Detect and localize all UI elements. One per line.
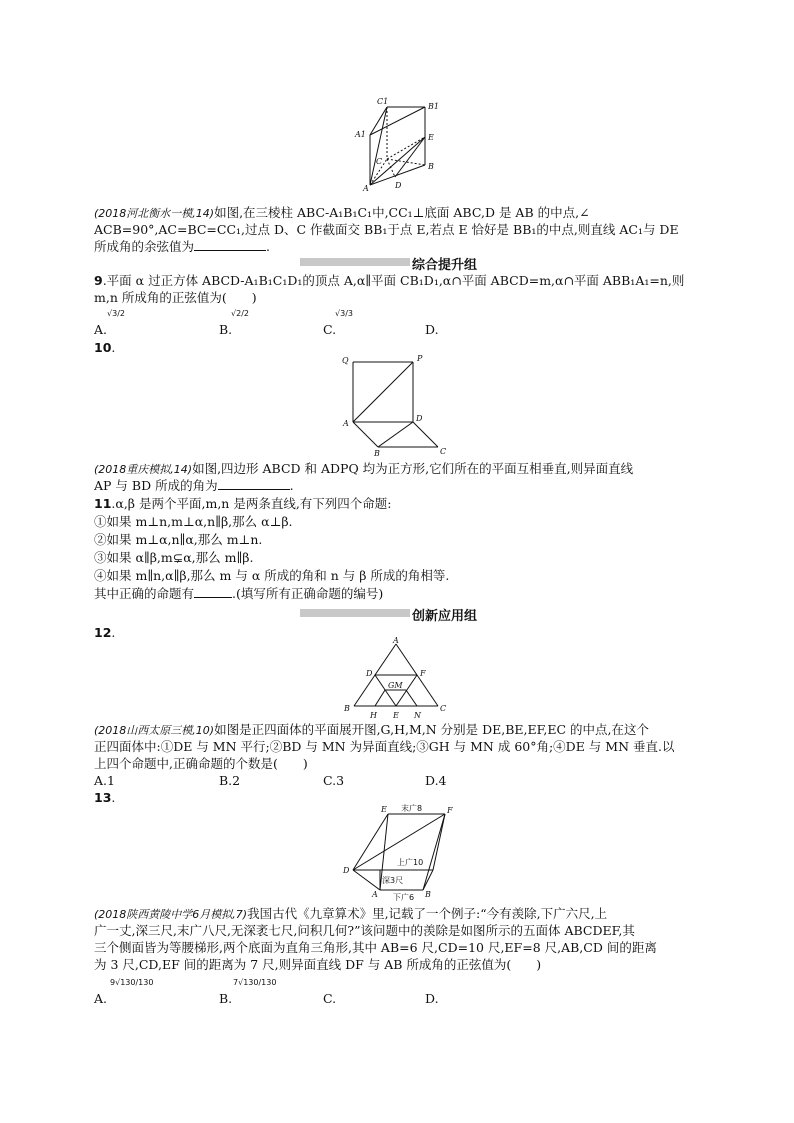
- q8-text3: 所成角的余弦值为: [94, 239, 195, 254]
- label-d-net: D: [366, 669, 373, 678]
- label-c: C: [376, 157, 383, 166]
- q8-line1: [94, 205, 590, 222]
- q11-tail: [94, 586, 383, 602]
- label-b-net: B: [344, 704, 350, 713]
- label-top-width: 末广8: [401, 804, 423, 813]
- q8-text1: 如图,在三棱柱 ABC-A₁B₁C₁中,CC₁⊥底面 ABC,D 是 AB 的中点,∠: [214, 205, 590, 220]
- q10-line2: [94, 478, 294, 494]
- q12-option-c[interactable]: C.3: [323, 773, 345, 788]
- label-upper-width: 上广10: [397, 858, 424, 867]
- label-c1: C1: [377, 97, 389, 106]
- q11-tail-end: .(填写所有正确命题的编号): [232, 586, 384, 601]
- q10-number: 10: [94, 340, 112, 355]
- q11-line1: [94, 496, 392, 512]
- q13-frac-a: 9√130/130: [110, 978, 154, 987]
- q13-number: 13: [94, 790, 112, 805]
- section-heading-2: [300, 605, 496, 622]
- q9-text1: .平面 α 过正方体 ABCD-A₁B₁C₁D₁的顶点 A,α∥平面 CB₁D₁,α∩平面 ABCD=m,α∩平面 ABB₁A₁=n,则: [102, 273, 685, 288]
- label-gm-net: GM: [388, 681, 403, 690]
- section-title-2: 创新应用组: [412, 609, 478, 624]
- q12-source: (2018山西太原三模,10): [94, 724, 215, 737]
- q10-number-line: [94, 340, 115, 356]
- q10-answer-blank[interactable]: [218, 479, 290, 490]
- q13-line3: 三个侧面皆为等腰梯形,两个底面为直角三角形,其中 AB=6 尺,CD=10 尺,EF=8 尺,AB,CD 间的距离: [94, 940, 657, 955]
- q11-tail-text: 其中正确的命题有: [94, 586, 195, 601]
- label-a-net: A: [393, 636, 399, 645]
- q9-option-d[interactable]: D.: [425, 322, 439, 337]
- label-f-net: F: [420, 669, 426, 678]
- q12-line1: [94, 722, 649, 739]
- q9-option-b[interactable]: B.: [219, 322, 233, 337]
- label-d-fig: D: [343, 866, 350, 875]
- q13-option-b[interactable]: B.: [219, 991, 233, 1006]
- q10-source: (2018重庆模拟,14): [94, 463, 193, 476]
- q13-line2: 广一丈,深三尺,末广八尺,无深袤七尺,问积几何?”该问题中的羡除是如图所示的五面体 ABCDEF,其: [94, 923, 635, 938]
- label-b1: B1: [428, 102, 439, 111]
- q12-line2: 正四面体中:①DE 与 MN 平行;②BD 与 MN 为异面直线;③GH 与 MN 成 60°角;④DE 与 MN 垂直.以: [94, 739, 675, 754]
- q11-answer-blank[interactable]: [194, 587, 232, 598]
- label-c-net: C: [440, 704, 447, 713]
- q10-text2: AP 与 BD 所成的角为: [94, 478, 218, 493]
- label-d: D: [395, 181, 402, 190]
- label-h-net: H: [370, 711, 377, 720]
- q9-number: 9: [94, 273, 103, 288]
- q13-source: (2018陕西黄陵中学6月模拟,7): [94, 908, 248, 921]
- label-e: E: [428, 133, 434, 142]
- tetrahedron-net-figure: [340, 636, 455, 722]
- label-bottom-width: 下广6: [393, 893, 415, 902]
- q11-item-3: ③如果 α∥β,m⊊α,那么 m∥β.: [94, 550, 254, 565]
- q13-line1: [94, 906, 607, 923]
- q13-option-a[interactable]: A.: [94, 991, 108, 1006]
- section-bar: [300, 258, 410, 266]
- q12-option-b[interactable]: B.2: [219, 773, 241, 788]
- q13-option-d[interactable]: D.: [425, 991, 439, 1006]
- q11-item-4: ④如果 m∥n,α∥β,那么 m 与 α 所成的角和 n 与 β 所成的角相等.: [94, 568, 450, 583]
- label-depth: 深3尺: [382, 876, 404, 885]
- q13-number-line: [94, 790, 115, 806]
- label-q: Q: [342, 356, 349, 365]
- section-bar: [300, 609, 410, 617]
- label-e-fig: E: [381, 805, 387, 814]
- label-b: B: [428, 162, 434, 171]
- q10-end: .: [289, 478, 294, 493]
- q12-text1: 如图是正四面体的平面展开图,G,H,M,N 分别是 DE,BE,EF,EC 的中点,在这个: [214, 722, 649, 737]
- q9-option-a[interactable]: A.: [94, 322, 108, 337]
- label-p: P: [417, 354, 423, 363]
- q8-source: (2018河北衡水一模,14): [94, 207, 215, 220]
- q8-end: .: [266, 239, 270, 254]
- q13-dot: .: [111, 790, 116, 805]
- label-f-fig: F: [447, 806, 453, 815]
- label-c-sq: C: [440, 447, 447, 456]
- q12-option-d[interactable]: D.4: [425, 773, 447, 788]
- label-b-sq: B: [374, 449, 380, 458]
- q9-frac-c: √3/3: [335, 309, 353, 318]
- q13-option-c[interactable]: C.: [323, 991, 337, 1006]
- label-d-sq: D: [416, 414, 423, 423]
- q10-text1: 如图,四边形 ABCD 和 ADPQ 均为正方形,它们所在的平面互相垂直,则异面直线: [192, 461, 634, 476]
- label-a1: A1: [355, 130, 366, 139]
- q11-number: 11: [94, 496, 112, 511]
- q11-item-1: ①如果 m⊥n,m⊥α,n∥β,那么 α⊥β.: [94, 514, 293, 529]
- q10-line1: [94, 461, 633, 478]
- q13-line4: 为 3 尺,CD,EF 间的距离为 7 尺,则异面直线 DF 与 AB 所成角的正弦值为( ): [94, 957, 542, 972]
- q12-number: 12: [94, 625, 112, 640]
- q11-text1: .α,β 是两个平面,m,n 是两条直线,有下列四个命题:: [111, 496, 392, 511]
- label-n-net: N: [414, 711, 421, 720]
- label-e-net: E: [393, 711, 399, 720]
- label-b-fig: B: [425, 890, 431, 899]
- q9-line2: m,n 所成角的正弦值为( ): [94, 290, 257, 305]
- section-title-1: 综合提升组: [412, 258, 478, 273]
- prism-figure: [340, 93, 450, 193]
- q13-frac-b: 7√130/130: [233, 978, 277, 987]
- section-heading-1: [300, 254, 496, 271]
- q12-option-a[interactable]: A.1: [94, 773, 115, 788]
- q9-option-c[interactable]: C.: [323, 322, 337, 337]
- q10-dot: .: [111, 340, 116, 355]
- q9-frac-a: √3/2: [107, 309, 125, 318]
- q8-line3: [94, 239, 270, 255]
- xianchu-figure: [335, 800, 465, 902]
- q12-number-line: [94, 625, 115, 641]
- q8-line2: ACB=90°,AC=BC=CC₁,过点 D、C 作截面交 BB₁于点 E,若点 E 恰好是 BB₁的中点,则直线 AC₁与 DE: [94, 222, 679, 237]
- q12-dot: .: [111, 625, 116, 640]
- q9-line1: [94, 273, 684, 289]
- q9-frac-b: √2/2: [231, 309, 249, 318]
- q11-item-2: ②如果 m⊥α,n∥α,那么 m⊥n.: [94, 532, 263, 547]
- q13-text1: 我国古代《九章算术》里,记载了一个例子:“今有羡除,下广六尺,上: [247, 906, 608, 921]
- q8-answer-blank[interactable]: [194, 240, 266, 251]
- label-a-fig: A: [372, 890, 378, 899]
- squares-figure: [338, 350, 458, 460]
- q12-line3: 上四个命题中,正确命题的个数是( ): [94, 756, 308, 771]
- label-a-sq: A: [343, 419, 349, 428]
- label-a: A: [363, 184, 369, 193]
